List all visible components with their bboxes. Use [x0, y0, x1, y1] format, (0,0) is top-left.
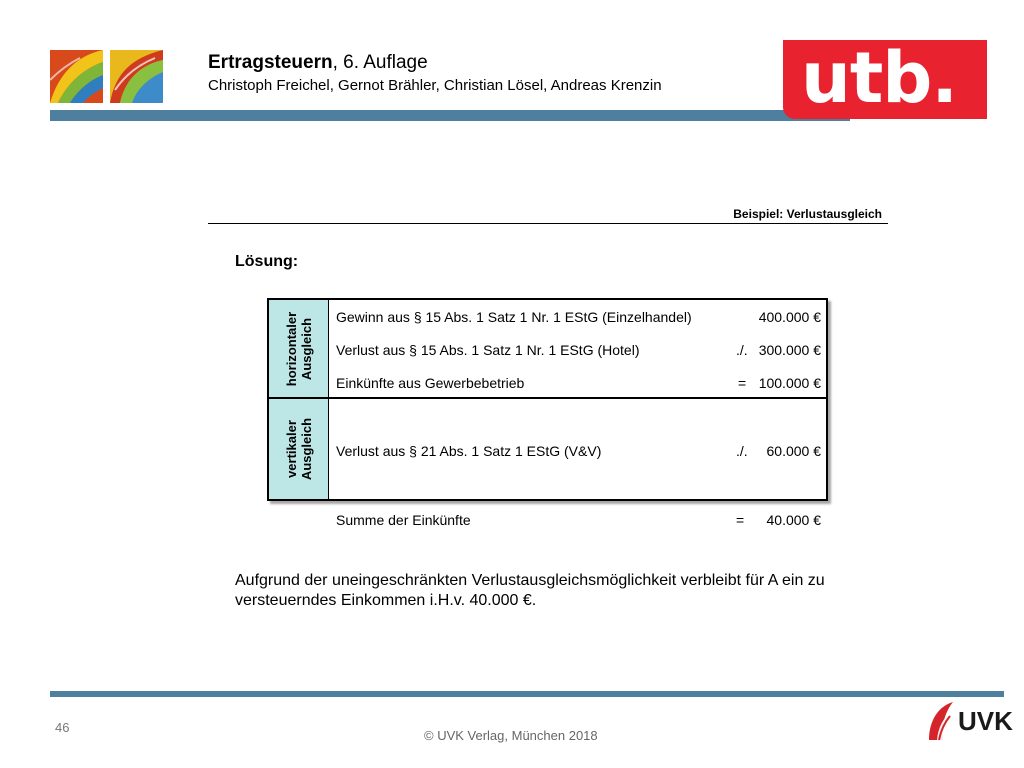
copyright-notice: © UVK Verlag, München 2018	[424, 728, 598, 743]
vertical-offset-label-line2: Ausgleich	[298, 417, 314, 481]
vertical-offset-label-line1: vertikaler	[283, 420, 299, 478]
table-row-amount: 300.000 €	[758, 342, 821, 358]
book-authors: Christoph Freichel, Gernot Brähler, Christian Lösel, Andreas Krenzin	[208, 77, 662, 94]
table-row-text: Einkünfte aus Gewerbebetrieb	[336, 375, 525, 391]
vertical-offset-label	[284, 418, 314, 480]
loss-offset-table	[267, 298, 828, 501]
table-row-operator: ./.	[736, 443, 748, 459]
table-row-text: Verlust aus § 15 Abs. 1 Satz 1 Nr. 1 EStG (Hotel)	[336, 342, 640, 358]
book-title-bold: Ertragsteuern	[208, 52, 333, 73]
header-divider-bar	[50, 110, 850, 121]
table-divider	[267, 397, 828, 399]
book-cover-thumbnail-1	[50, 50, 103, 103]
table-row-text: Gewinn aus § 15 Abs. 1 Satz 1 Nr. 1 EStG (Einzelhandel)	[336, 309, 692, 325]
footer-divider-bar	[50, 691, 1004, 697]
uvk-logo-text: UVK	[958, 706, 1013, 736]
page-number: 46	[55, 720, 70, 735]
vertical-offset-cell	[269, 399, 329, 499]
horizontal-offset-cell	[269, 300, 329, 397]
horizontal-offset-label	[284, 311, 314, 385]
example-divider	[208, 223, 888, 224]
book-title-edition: , 6. Auflage	[332, 52, 428, 73]
uvk-logo	[925, 700, 1013, 742]
horizontal-offset-label-line1: horizontaler	[283, 311, 299, 386]
table-row-amount: 400.000 €	[758, 309, 821, 325]
utb-logo-text: utb.	[801, 37, 957, 119]
utb-logo	[783, 37, 987, 119]
solution-heading: Lösung:	[235, 253, 299, 270]
conclusion-text: Aufgrund der uneingeschränkten Verlustausgleichsmöglichkeit verbleibt für A ein zu versteuerndes Einkommen i.H.v. 40.000 €.	[235, 572, 825, 609]
sum-row-operator: =	[736, 512, 745, 528]
horizontal-offset-label-line2: Ausgleich	[298, 317, 314, 380]
book-cover-thumbnail-2	[110, 50, 163, 103]
table-row-text: Verlust aus § 21 Abs. 1 Satz 1 EStG (V&V)	[336, 443, 602, 459]
table-row-amount: 60.000 €	[766, 443, 821, 459]
table-row-amount: 100.000 €	[758, 375, 821, 391]
example-label: Beispiel: Verlustausgleich	[733, 207, 882, 221]
sum-row-amount: 40.000 €	[766, 512, 821, 528]
table-row-operator: ./.	[736, 342, 748, 358]
sum-row-text: Summe der Einkünfte	[336, 512, 471, 528]
book-title	[208, 52, 428, 74]
table-row-operator: =	[738, 375, 747, 391]
